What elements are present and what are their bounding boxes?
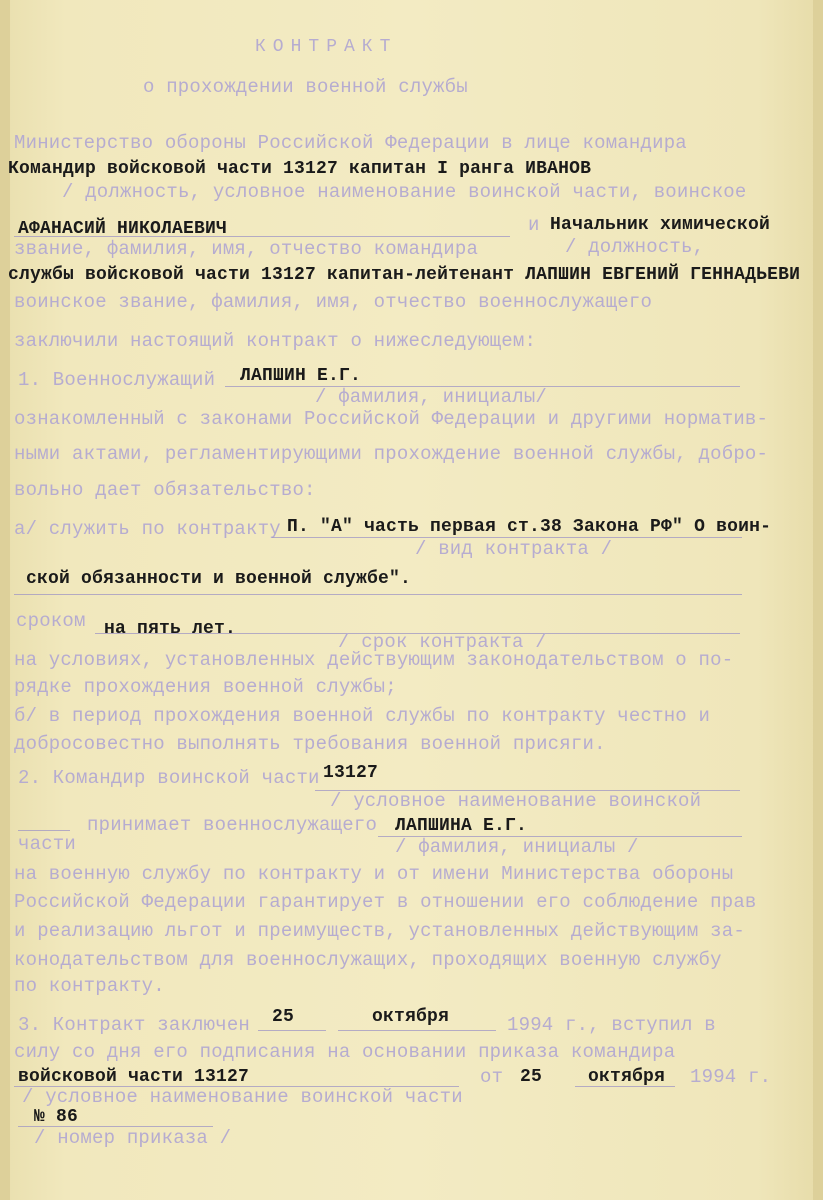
clause1-a-rule-2 — [14, 594, 742, 595]
clause1-a-typed-2: ской обязанности и военной службе". — [26, 569, 412, 589]
commander-name-typed: АФАНАСИЙ НИКОЛАЕВИЧ — [18, 219, 228, 239]
clause3-day-rule — [258, 1030, 326, 1031]
clause1-text-line7: добросовестно выполнять требования военной присяги. — [14, 733, 606, 755]
paper-edge-right — [813, 0, 823, 1200]
commander-name-rule — [14, 236, 510, 237]
clause1-name-caption: / фамилия, инициалы/ — [315, 386, 548, 408]
commander-caption-2: звание, фамилия, имя, отчество командира — [14, 238, 479, 260]
clause3-order-year-text: 1994 г. — [690, 1066, 772, 1088]
clause2-name-caption: / фамилия, инициалы / — [395, 836, 639, 858]
clause3-order-day-typed: 25 — [520, 1067, 543, 1087]
commander-typed-line: Командир войсковой части 13127 капитан I ранга ИВАНОВ — [8, 159, 592, 179]
clause3-month-typed: октября — [372, 1007, 450, 1027]
clause3-year-text: 1994 г., вступил в — [507, 1014, 716, 1036]
commander-caption: / должность, условное наименование воинской части, воинское — [62, 181, 747, 203]
clause1-label: 1. Военнослужащий — [18, 369, 216, 391]
and-conjunction: и — [528, 214, 540, 236]
clause1-term-caption: / срок контракта / — [338, 631, 547, 653]
clause3-day-typed: 25 — [272, 1007, 295, 1027]
clause1-text-line1: ознакомленный с законами Российской Федерации и другими норматив- — [14, 408, 769, 430]
clause3-order-caption: / номер приказа / — [34, 1127, 232, 1149]
clause2-text-line4: конодательством для военнослужащих, проходящих военную службу — [14, 949, 722, 971]
clause3-label: 3. Контракт заключен — [18, 1014, 251, 1036]
clause1-text-line3: вольно дает обязательство: — [14, 479, 316, 501]
clause1-a-caption: / вид контракта / — [415, 538, 613, 560]
clause2-text-line1: на военную службу по контракту и от имени Министерства обороны — [14, 863, 734, 885]
clause3-unit-typed: войсковой части 13127 — [18, 1067, 250, 1087]
clause3-order-number-typed: № 86 — [34, 1107, 79, 1127]
clause2-unit-caption: / условное наименование воинской — [330, 790, 702, 812]
serviceman-position-typed: Начальник химической — [550, 215, 771, 235]
clause2-text-line2: Российской Федерации гарантирует в отношении его соблюдение прав — [14, 891, 757, 913]
clause3-from-word: от — [480, 1066, 504, 1088]
parties-intro-line: Министерство обороны Российской Федерации в лице командира — [14, 132, 687, 154]
serviceman-typed-line: службы войсковой части 13127 капитан-лейтенант ЛАПШИН ЕВГЕНИЙ ГЕННАДЬЕВИ — [8, 265, 801, 285]
clause2-name-typed: ЛАПШИНА Е.Г. — [395, 816, 528, 836]
clause3-unit-caption: / условное наименование воинской части — [22, 1086, 463, 1108]
clause1-term-typed: на пять лет. — [104, 619, 237, 639]
clause1-text-line6: б/ в период прохождения военной службы по контракту честно и — [14, 705, 711, 727]
clause1-text-line2: ными актами, регламентирующими прохождение военной службы, добро- — [14, 443, 769, 465]
clause3-order-month-typed: октября — [588, 1067, 666, 1087]
clause2-label: 2. Командир воинской части — [18, 767, 320, 789]
clause2-blank-rule — [18, 830, 70, 831]
clause1-a-typed: П. "А" часть первая ст.38 Закона РФ" О воин- — [287, 517, 772, 537]
concluded-line: заключили настоящий контракт о нижеследующем: — [14, 330, 537, 352]
clause2-text-line3: и реализацию льгот и преимуществ, установленных действующим за- — [14, 920, 745, 942]
clause3-text-line1: силу со дня его подписания на основании приказа командира — [14, 1041, 676, 1063]
paper-edge-left — [0, 0, 10, 1200]
clause2-unit-typed: 13127 — [323, 763, 379, 783]
document-subtitle: о прохождении военной службы — [143, 76, 468, 98]
clause1-text-line5: рядке прохождения военной службы; — [14, 676, 397, 698]
document-title: КОНТРАКТ — [255, 37, 398, 57]
clause3-month-rule — [338, 1030, 496, 1031]
clause1-name-typed: ЛАПШИН Е.Г. — [240, 366, 362, 386]
clause3-order-month-rule — [575, 1086, 675, 1087]
clause2-part-word: части — [18, 833, 77, 855]
serviceman-caption-2: воинское звание, фамилия, имя, отчество военнослужащего — [14, 291, 653, 313]
clause1-term-label: сроком — [16, 610, 86, 632]
serviceman-caption-1: / должность, — [565, 236, 705, 258]
clause2-accepts: принимает военнослужащего — [87, 814, 378, 836]
clause2-text-line5: по контракту. — [14, 975, 165, 997]
clause1-text-line4: на условиях, установленных действующим законодательством о по- — [14, 649, 734, 671]
clause1-a-label: а/ служить по контракту — [14, 518, 281, 540]
